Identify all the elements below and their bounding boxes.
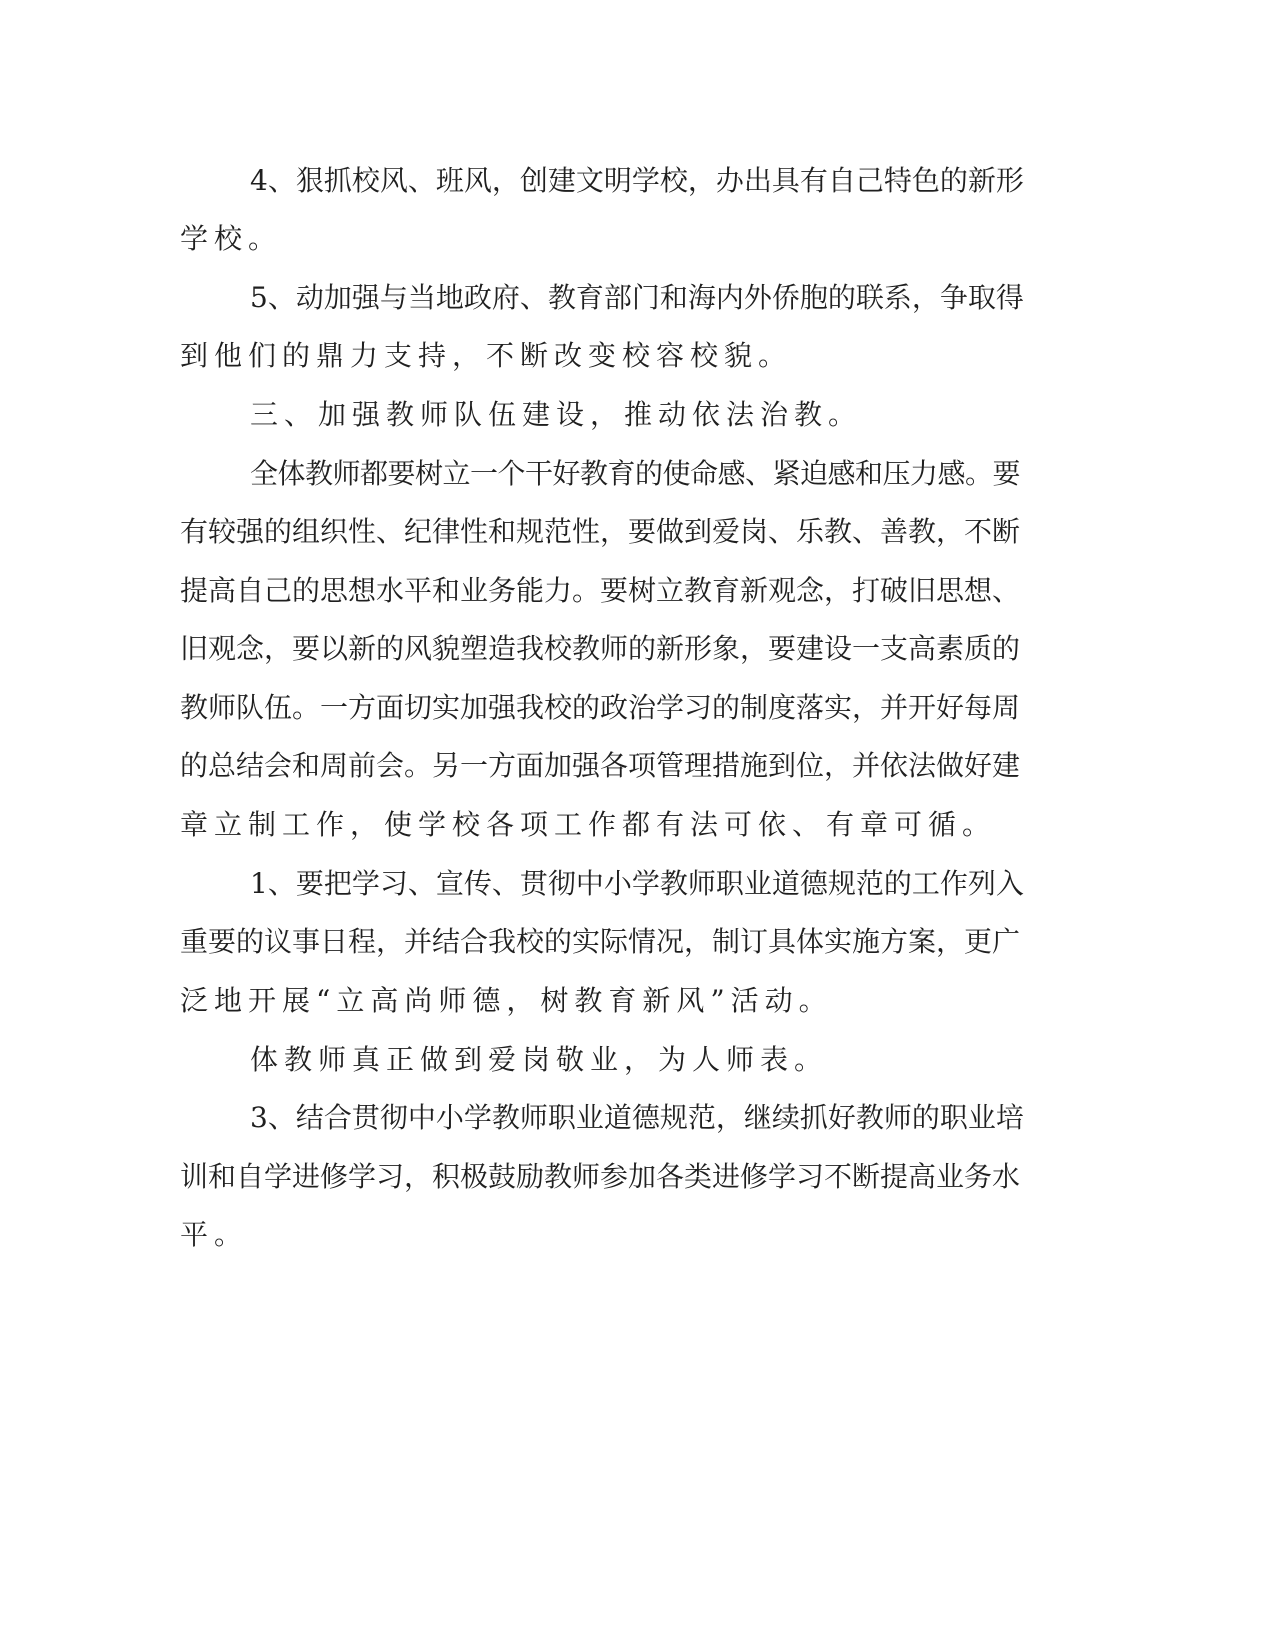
text-line: 3、结合贯彻中小学教师职业道德规范，继续抓好教师的职业培 (250, 1101, 1024, 1134)
text-line: 4、狠抓校风、班风，创建文明学校，办出具有自己特色的新形 (250, 164, 1024, 197)
text-line: 重要的议事日程，并结合我校的实际情况，制订具体实施方案，更广 (180, 925, 1021, 958)
section-heading: 三、加强教师队伍建设，推动依法治教。 (250, 398, 863, 431)
text-line: 旧观念，要以新的风貌塑造我校教师的新形象，要建设一支高素质的 (180, 632, 1021, 665)
text-line: 到他们的鼎力支持，不断改变校容校貌。 (180, 339, 793, 372)
text-line: 的总结会和周前会。另一方面加强各项管理措施到位，并依法做好建 (180, 749, 1021, 782)
text-line: 全体教师都要树立一个干好教育的使命感、紧迫感和压力感。要 (250, 457, 1021, 490)
text-line: 泛地开展“立高尚师德，树教育新风”活动。 (180, 984, 833, 1017)
text-line: 5、动加强与当地政府、教育部门和海内外侨胞的联系，争取得 (250, 281, 1024, 314)
text-line: 提高自己的思想水平和业务能力。要树立教育新观念，打破旧思想、 (180, 574, 1021, 607)
text-line: 平。 (180, 1218, 249, 1251)
text-line: 学校。 (180, 222, 283, 255)
text-line: 体教师真正做到爱岗敬业，为人师表。 (250, 1043, 829, 1076)
text-line: 1、要把学习、宣传、贯彻中小学教师职业道德规范的工作列入 (250, 867, 1024, 900)
text-line: 有较强的组织性、纪律性和规范性，要做到爱岗、乐教、善教，不断 (180, 515, 1021, 548)
text-line: 教师队伍。一方面切实加强我校的政治学习的制度落实，并开好每周 (180, 691, 1021, 724)
text-line: 训和自学进修学习，积极鼓励教师参加各类进修学习不断提高业务水 (180, 1160, 1021, 1193)
text-line: 章立制工作，使学校各项工作都有法可依、有章可循。 (180, 808, 997, 841)
